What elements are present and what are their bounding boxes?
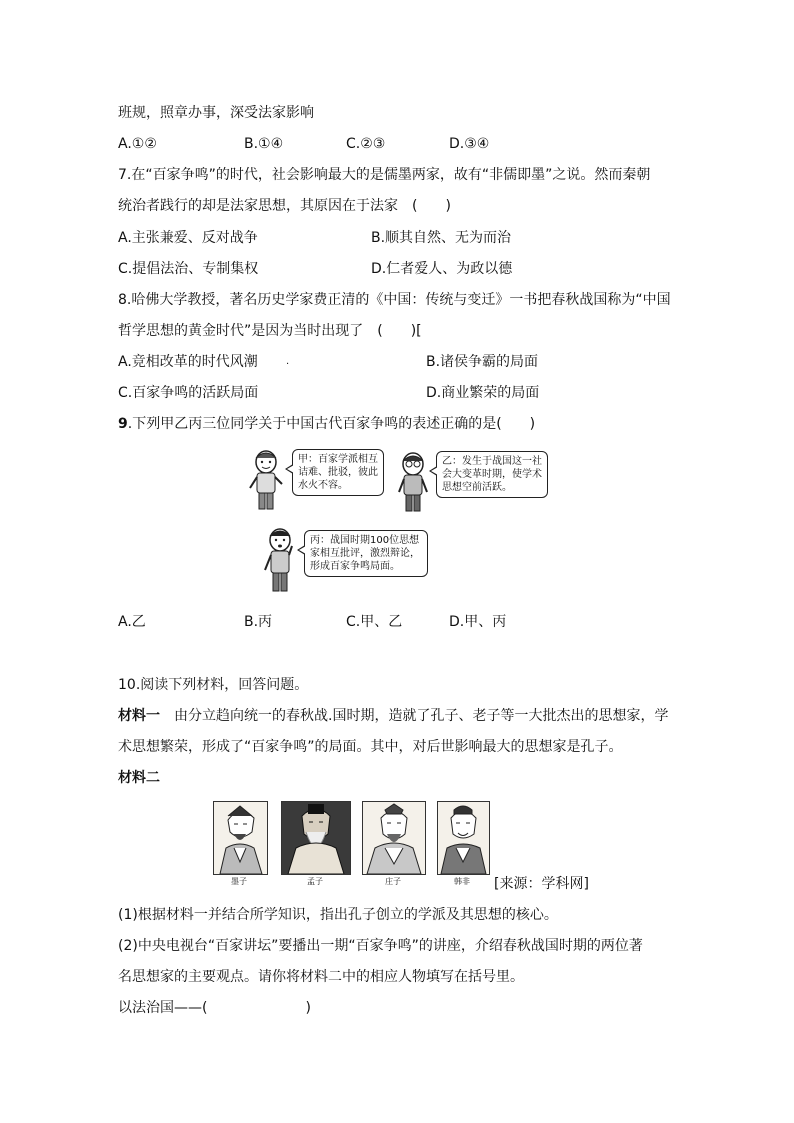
caption-zhuangzi: 庄子 — [385, 877, 401, 886]
caption-mengzi: 孟子 — [307, 877, 323, 886]
student-yi-figure — [396, 452, 430, 514]
q8-option-d[interactable]: D.商业繁荣的局面 — [426, 385, 540, 401]
q9-number: 9 — [118, 416, 128, 432]
q8-stem-line1: 8.哈佛大学教授，著名历史学家费正清的《中国：传统与变迁》一书把春秋战国称为“中国 — [118, 292, 671, 308]
q9-option-b[interactable]: B.丙 — [244, 614, 273, 630]
bubble-yi: 乙：发生于战国这一社会大变革时期，使学术思想空前活跃。 — [436, 451, 548, 498]
bubble-bing: 丙：战国时期100位思想家相互批评，激烈辩论，形成百家争鸣局面。 — [304, 530, 428, 577]
portrait-zhuangzi — [362, 801, 426, 875]
portrait-mengzi — [281, 801, 351, 875]
portrait-hanfei — [437, 801, 490, 875]
q8-stray-dot: . — [286, 356, 290, 367]
answer-line-fazhi[interactable]: 以法治国——( ) — [118, 1000, 311, 1016]
source-note: [来源：学科网] — [494, 876, 589, 892]
q8-option-b[interactable]: B.诸侯争霸的局面 — [426, 354, 539, 370]
q7-option-b[interactable]: B.顺其自然、无为而治 — [371, 230, 512, 246]
q9-stem-text: .下列甲乙丙三位同学关于中国古代百家争鸣的表述正确的是( ) — [127, 416, 536, 432]
material2-label: 材料二 — [118, 770, 160, 786]
q9-option-a[interactable]: A.乙 — [118, 614, 146, 630]
q9-stem — [118, 414, 535, 434]
q9-option-c[interactable]: C.甲、乙 — [346, 614, 403, 630]
q6-option-d[interactable]: D.③④ — [449, 136, 490, 152]
q7-stem-line1: 7.在“百家争鸣”的时代，社会影响最大的是儒墨两家，故有“非儒即墨”之说。然而秦朝 — [118, 167, 651, 183]
q7-option-d[interactable]: D.仁者爱人、为政以德 — [371, 261, 513, 277]
caption-hanfei: 韩非 — [454, 877, 470, 886]
material1-label: 材料一 — [118, 708, 160, 724]
student-bing-figure — [262, 528, 298, 594]
q10-material1-line1 — [118, 706, 668, 726]
student-jia-figure — [248, 450, 284, 512]
q9-option-d[interactable]: D.甲、丙 — [449, 614, 507, 630]
q8-option-a[interactable]: A.竞相改革的时代风潮 — [118, 354, 258, 370]
caption-mozi: 墨子 — [231, 877, 247, 886]
q7-option-a[interactable]: A.主张兼爱、反对战争 — [118, 230, 258, 246]
q10-material1-line2: 术思想繁荣，形成了“百家争鸣”的局面。其中，对后世影响最大的思想家是孔子。 — [118, 739, 623, 755]
q6-tail: 班规，照章办事，深受法家影响 — [118, 105, 314, 121]
bubble-jia: 甲：百家学派相互诘难、批驳，彼此水火不容。 — [292, 449, 384, 496]
q10-sub2-line1: (2)中央电视台“百家讲坛”要播出一期“百家争鸣”的讲座，介绍春秋战国时期的两位著 — [118, 938, 643, 954]
q10-intro: 10.阅读下列材料，回答问题。 — [118, 677, 309, 693]
q6-option-c[interactable]: C.②③ — [346, 136, 386, 152]
q10-sub2-line2: 名思想家的主要观点。请你将材料二中的相应人物填写在括号里。 — [118, 969, 524, 985]
q6-option-b[interactable]: B.①④ — [244, 136, 284, 152]
portrait-mozi — [213, 801, 268, 875]
material1-text: 由分立趋向统一的春秋战.国时期，造就了孔子、老子等一大批杰出的思想家，学 — [160, 708, 669, 724]
q7-stem-line2: 统治者践行的却是法家思想，其原因在于法家 ( ) — [118, 198, 451, 214]
q10-sub1: (1)根据材料一并结合所学知识，指出孔子创立的学派及其思想的核心。 — [118, 907, 558, 923]
q8-option-c[interactable]: C.百家争鸣的活跃局面 — [118, 385, 259, 401]
q8-stem-line2: 哲学思想的黄金时代”是因为当时出现了 ( )[ — [118, 323, 422, 339]
q7-option-c[interactable]: C.提倡法治、专制集权 — [118, 261, 259, 277]
q6-option-a[interactable]: A.①② — [118, 136, 157, 152]
